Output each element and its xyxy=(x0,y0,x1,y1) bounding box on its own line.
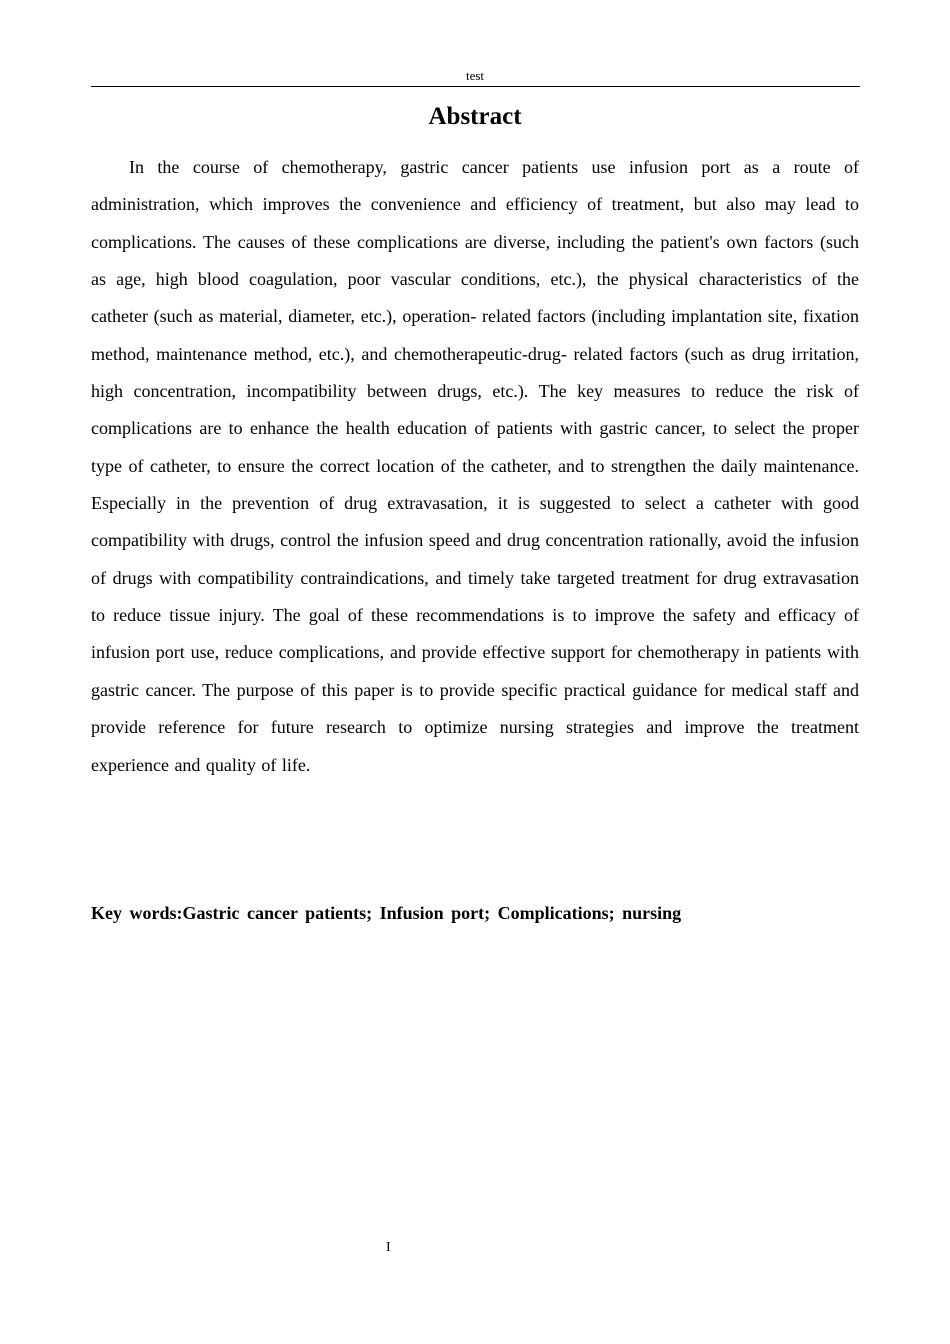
page-number: I xyxy=(386,1240,391,1255)
abstract-title: Abstract xyxy=(428,103,522,130)
running-header: test xyxy=(465,68,485,83)
keywords-line: Key words:Gastric cancer patients; Infusion port; Complications; nursing xyxy=(91,903,682,923)
abstract-body: In the course of chemotherapy, gastric cancer patients use infusion port as a route of administration, which improves the convenience and efficiency of treatment, but also may lead to complications. The causes of these complications are diverse, including the patient's own factors (such as age, high blood coagulation, poor vascular conditions, etc.), the physical characteristics of the catheter (such as material, diameter, etc.), operation- related factors (including implantation site, fixation method, maintenance method, etc.), and chemotherapeutic-drug- related factors (such as drug irritation, high concentration, incompatibility between drugs, etc.). The key measures to reduce the risk of complications are to enhance the health education of patients with gastric cancer, to select the proper type of catheter, to ensure the correct location of the catheter, and to strengthen the daily maintenance. Especially in the prevention of drug extravasation, it is suggested to select a catheter with good compatibility with drugs, control the infusion speed and drug concentration rationally, avoid the infusion of drugs with compatibility contraindications, and timely take targeted treatment for drug extravasation to reduce tissue injury. The goal of these recommendations is to improve the safety and efficacy of infusion port use, reduce complications, and provide effective support for chemotherapy in patients with gastric cancer. The purpose of this paper is to provide specific practical guidance for medical staff and provide reference for future research to optimize nursing strategies and improve the treatment experience and quality of life. xyxy=(91,157,859,775)
header-rule xyxy=(91,86,860,87)
